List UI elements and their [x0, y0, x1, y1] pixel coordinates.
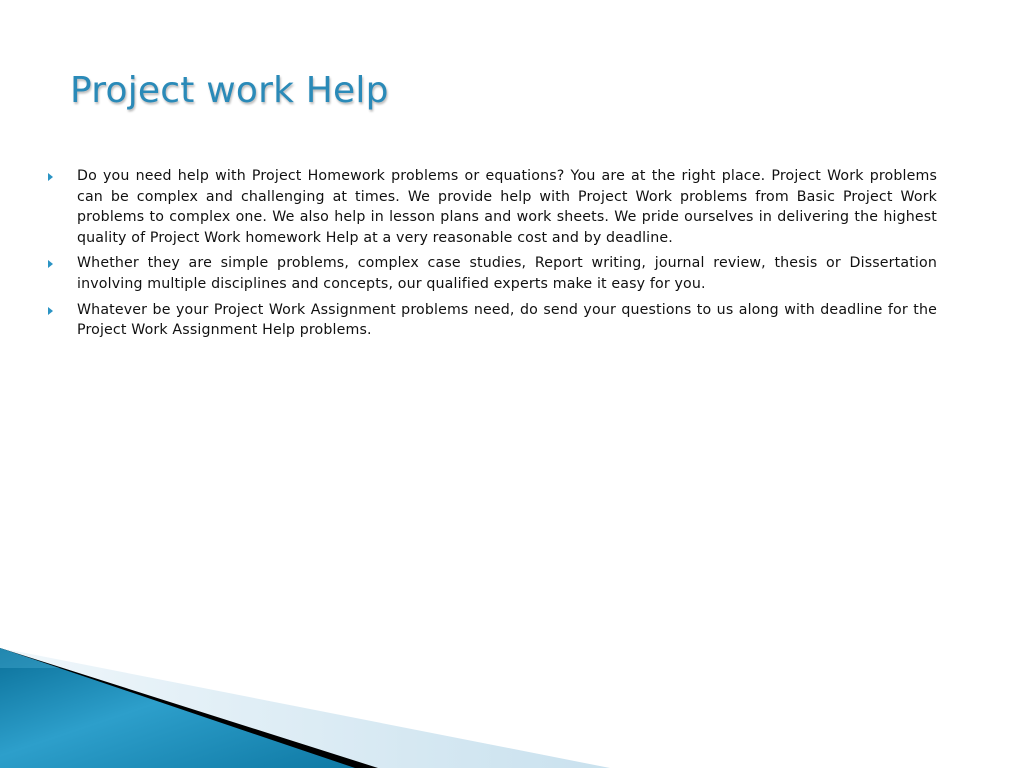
- bullet-item: [48, 166, 937, 248]
- bullet-text: Whatever be your Project Work Assignment problems need, do send your questions to us along with deadline for the Project Work Assignment Help problems.: [77, 301, 937, 339]
- slide-title: Project work Help: [70, 70, 389, 111]
- decor-highlight-band: [0, 648, 60, 668]
- bottom-decoration: [0, 640, 1024, 768]
- triangle-bullet-icon: [48, 260, 53, 268]
- triangle-bullet-icon: [48, 307, 53, 315]
- triangle-bullet-icon: [48, 173, 53, 181]
- bullet-item: [48, 300, 937, 341]
- bullet-text: Whether they are simple problems, complex case studies, Report writing, journal review, thesis or Dissertation involving multiple disciplines and concepts, our qualified experts make it easy for you.: [77, 255, 937, 292]
- bullet-item: [48, 253, 937, 294]
- bullet-list: [48, 166, 937, 346]
- bullet-text: Do you need help with Project Homework problems or equations? You are at the right place. Project Work problems can be complex and challenging at times. We provide help with Project Work problems from Basic Project Work problems to complex one. We also help in lesson plans and work sheets. We pride ourselves in delivering the highest quality of Project Work homework Help at a very reasonable cost and by deadline.: [77, 168, 937, 246]
